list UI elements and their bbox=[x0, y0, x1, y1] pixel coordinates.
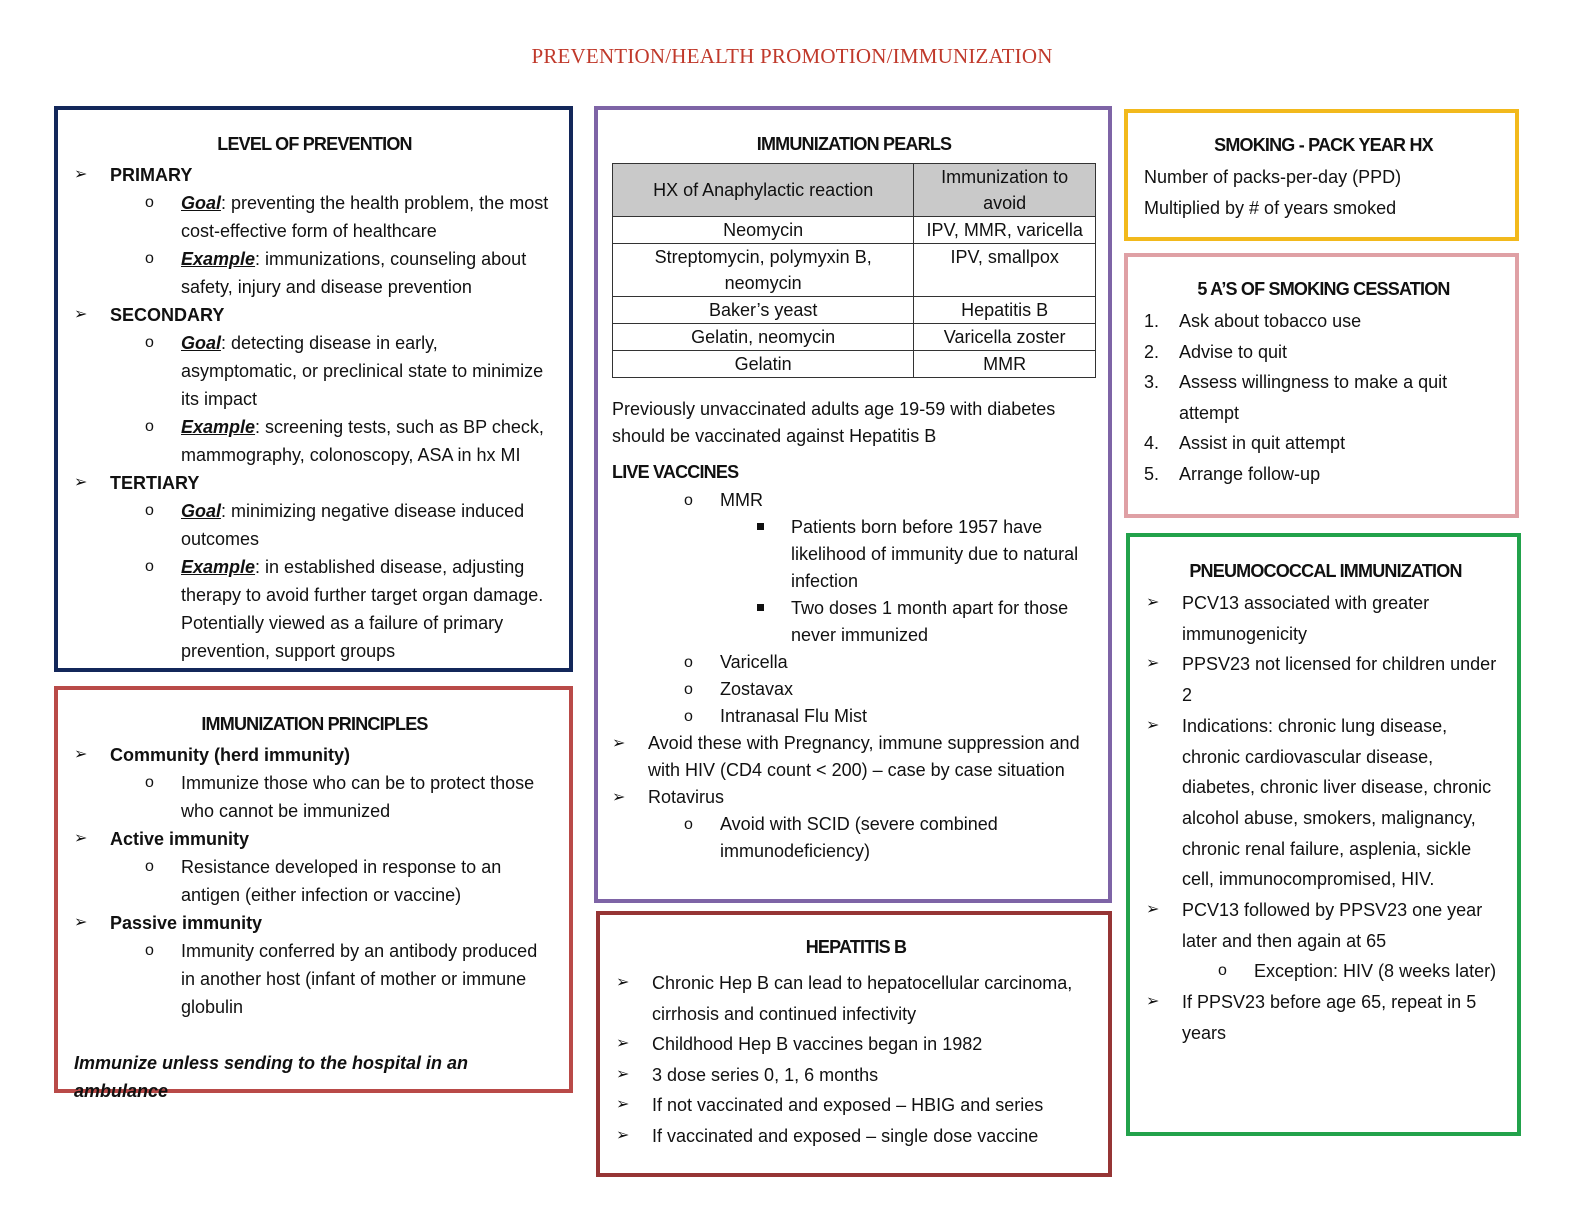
principle-active: ➢ Active immunity o Resistance developed in response to an antigen (either infection or vaccine) bbox=[74, 825, 555, 909]
arrow-bullet-icon: ➢ bbox=[616, 1126, 630, 1144]
pneumo-exception: o Exception: HIV (8 weeks later) bbox=[1218, 956, 1505, 987]
table-header-row bbox=[613, 164, 1096, 217]
arrow-bullet-icon: ➢ bbox=[74, 474, 88, 491]
arrow-bullet-icon: ➢ bbox=[616, 1065, 630, 1083]
table-cell: Varicella zoster bbox=[914, 324, 1096, 351]
pack-year-line1: Number of packs-per-day (PPD) bbox=[1144, 167, 1402, 187]
circle-bullet-icon: o bbox=[145, 502, 154, 519]
cessation-box bbox=[1124, 253, 1519, 518]
cessation-title: 5 A’S OF SMOKING CESSATION bbox=[1197, 279, 1450, 299]
table-cell: Gelatin bbox=[613, 351, 914, 378]
secondary-goal: o Goal: detecting disease in early, asymptomatic, or preclinical state to minimize its impact bbox=[145, 329, 555, 413]
arrow-bullet-icon: ➢ bbox=[616, 1096, 630, 1113]
arrow-bullet-icon: ➢ bbox=[616, 974, 630, 991]
hepb-title: HEPATITIS B bbox=[805, 937, 907, 957]
list-item: ➢ If PPSV23 before age 65, repeat in 5 years bbox=[1146, 987, 1505, 1048]
prevention-level-primary: ➢ PRIMARY o Goal: preventing the health problem, the most cost-effective form of healthcare o Example: immunizations, counseling about safety, injury and disease prevention bbox=[74, 161, 555, 301]
hepb-box bbox=[596, 911, 1112, 1177]
circle-bullet-icon: o bbox=[145, 774, 154, 791]
pack-year-line2: Multiplied by # of years smoked bbox=[1144, 198, 1397, 218]
cessation-list bbox=[1144, 306, 1503, 489]
list-item: ➢ PCV13 followed by PPSV23 one year later and then again at 65 o Exception: HIV (8 weeks later) bbox=[1146, 895, 1505, 987]
circle-bullet-icon: o bbox=[145, 558, 154, 575]
list-item: ➢ If not vaccinated and exposed – HBIG and series bbox=[616, 1090, 1096, 1121]
arrow-bullet-icon: ➢ bbox=[74, 166, 88, 183]
arrow-bullet-icon: ➢ bbox=[616, 1035, 630, 1052]
pneumo-title: PNEUMOCOCCAL IMMUNIZATION bbox=[1189, 561, 1462, 581]
avoid-live-note: ➢ Avoid these with Pregnancy, immune suppression and with HIV (CD4 count < 200) – case by case situation bbox=[612, 730, 1096, 784]
list-item: ➢ Childhood Hep B vaccines began in 1982 bbox=[616, 1029, 1096, 1060]
principle-herd-detail: o Immunize those who can be to protect those who cannot be immunized bbox=[145, 769, 555, 825]
live-vaccine-item: o Intranasal Flu Mist bbox=[684, 703, 1096, 730]
principle-herd: ➢ Community (herd immunity) o Immunize those who can be to protect those who cannot be immunized bbox=[74, 741, 555, 825]
arrow-bullet-icon: ➢ bbox=[74, 306, 88, 323]
list-item: 3. Assess willingness to make a quit attempt bbox=[1144, 372, 1448, 423]
rotavirus-item: ➢ Rotavirus o Avoid with SCID (severe combined immunodeficiency) bbox=[612, 784, 1096, 865]
table-cell: MMR bbox=[914, 351, 1096, 378]
primary-example: o Example: immunizations, counseling about safety, injury and disease prevention bbox=[145, 245, 555, 301]
table-cell: IPV, MMR, varicella bbox=[914, 217, 1096, 244]
circle-bullet-icon: o bbox=[684, 681, 693, 698]
tertiary-example: o Example: in established disease, adjusting therapy to avoid further target organ damage. Potentially viewed as a failure of primary prevention, support groups bbox=[145, 553, 555, 665]
live-vaccine-mmr: o MMR Patients born before 1957 have likelihood of immunity due to natural infection Two doses 1 month apart for those never immunized bbox=[684, 487, 1096, 649]
arrow-bullet-icon: ➢ bbox=[74, 914, 88, 931]
list-item: ➢ Indications: chronic lung disease, chronic cardiovascular disease, diabetes, chronic liver disease, chronic alcohol abuse, smokers, malignancy, chronic renal failure, asplenia, sickle cell, immunocompromised, HIV. bbox=[1146, 711, 1505, 895]
circle-bullet-icon: o bbox=[1218, 962, 1227, 980]
anaphylaxis-table bbox=[612, 163, 1096, 378]
table-row bbox=[613, 324, 1096, 351]
arrow-bullet-icon: ➢ bbox=[1146, 594, 1160, 611]
pearls-box bbox=[594, 106, 1112, 903]
mmr-point: Patients born before 1957 have likelihood of immunity due to natural infection bbox=[755, 514, 1096, 595]
page-title: PREVENTION/HEALTH PROMOTION/IMMUNIZATION bbox=[531, 44, 1053, 68]
table-row bbox=[613, 244, 1096, 297]
smoking-title: SMOKING - PACK YEAR HX bbox=[1214, 135, 1433, 155]
pearls-title: IMMUNIZATION PEARLS bbox=[756, 134, 952, 154]
principles-box bbox=[54, 686, 573, 1101]
circle-bullet-icon: o bbox=[145, 942, 154, 959]
circle-bullet-icon: o bbox=[684, 816, 693, 833]
circle-bullet-icon: o bbox=[684, 654, 693, 671]
principles-title: IMMUNIZATION PRINCIPLES bbox=[201, 714, 428, 734]
list-item: 4. Assist in quit attempt bbox=[1144, 433, 1346, 453]
primary-goal: o Goal: preventing the health problem, the most cost-effective form of healthcare bbox=[145, 189, 555, 245]
arrow-bullet-icon: ➢ bbox=[612, 789, 626, 806]
arrow-bullet-icon: ➢ bbox=[1146, 993, 1160, 1011]
square-bullet-icon bbox=[757, 604, 764, 611]
circle-bullet-icon: o bbox=[145, 858, 154, 875]
prevention-title: LEVEL OF PREVENTION bbox=[217, 134, 412, 154]
table-cell: Gelatin, neomycin bbox=[613, 324, 914, 351]
table-row bbox=[613, 297, 1096, 324]
circle-bullet-icon: o bbox=[684, 492, 693, 509]
arrow-bullet-icon: ➢ bbox=[1146, 901, 1160, 919]
rotavirus-detail: o Avoid with SCID (severe combined immunodeficiency) bbox=[684, 811, 1096, 865]
circle-bullet-icon: o bbox=[145, 334, 154, 351]
principle-passive-detail: o Immunity conferred by an antibody produced in another host (infant of mother or immune globulin bbox=[145, 937, 555, 1021]
table-cell: Neomycin bbox=[613, 217, 914, 244]
table-header-cell: HX of Anaphylactic reaction bbox=[613, 164, 914, 217]
pneumo-box bbox=[1126, 533, 1521, 1136]
table-cell: Hepatitis B bbox=[914, 297, 1096, 324]
table-cell: IPV, smallpox bbox=[914, 244, 1096, 297]
prevention-level-tertiary: ➢ TERTIARY o Goal: minimizing negative disease induced outcomes o Example: in established disease, adjusting therapy to avoid further target organ damage. Potentially viewed as a failure of primary prevention, support groups bbox=[74, 469, 555, 665]
principles-list bbox=[74, 741, 555, 1021]
circle-bullet-icon: o bbox=[145, 250, 154, 267]
list-item: ➢ 3 dose series 0, 1, 6 months bbox=[616, 1060, 1096, 1091]
tertiary-goal: o Goal: minimizing negative disease induced outcomes bbox=[145, 497, 555, 553]
circle-bullet-icon: o bbox=[684, 708, 693, 725]
mmr-point: Two doses 1 month apart for those never immunized bbox=[755, 595, 1096, 649]
table-row bbox=[613, 217, 1096, 244]
circle-bullet-icon: o bbox=[145, 418, 154, 435]
list-item: 1. Ask about tobacco use bbox=[1144, 311, 1362, 331]
prevention-box bbox=[54, 106, 573, 672]
list-item: ➢ PPSV23 not licensed for children under 2 bbox=[1146, 649, 1505, 710]
smoking-box bbox=[1124, 109, 1519, 241]
live-vaccines-title: LIVE VACCINES bbox=[612, 462, 739, 482]
square-bullet-icon bbox=[757, 523, 764, 530]
hepb-list bbox=[616, 968, 1096, 1151]
secondary-example: o Example: screening tests, such as BP check, mammography, colonoscopy, ASA in hx MI bbox=[145, 413, 555, 469]
list-item: ➢ Chronic Hep B can lead to hepatocellular carcinoma, cirrhosis and continued infectivity bbox=[616, 968, 1096, 1029]
arrow-bullet-icon: ➢ bbox=[74, 830, 88, 847]
arrow-bullet-icon: ➢ bbox=[1146, 655, 1160, 673]
pneumo-list bbox=[1146, 588, 1505, 1049]
list-item: 5. Arrange follow-up bbox=[1144, 463, 1321, 484]
live-vaccine-item: o Zostavax bbox=[684, 676, 1096, 703]
table-header-cell: Immunization to avoid bbox=[914, 164, 1096, 217]
principles-footer: Immunize unless sending to the hospital in an ambulance bbox=[74, 1053, 469, 1101]
arrow-bullet-icon: ➢ bbox=[612, 735, 626, 752]
list-item: ➢ PCV13 associated with greater immunogenicity bbox=[1146, 588, 1505, 649]
prevention-list bbox=[74, 161, 555, 665]
table-row bbox=[613, 351, 1096, 378]
live-vaccine-item: o Varicella bbox=[684, 649, 1096, 676]
principle-passive: ➢ Passive immunity o Immunity conferred by an antibody produced in another host (infant of mother or immune globulin bbox=[74, 909, 555, 1021]
list-item: 2. Advise to quit bbox=[1144, 341, 1288, 362]
list-item: ➢ If vaccinated and exposed – single dose vaccine bbox=[616, 1121, 1096, 1152]
prevention-level-secondary: ➢ SECONDARY o Goal: detecting disease in early, asymptomatic, or preclinical state to minimize its impact o Example: screening tests, such as BP check, mammography, colonoscopy, ASA in hx MI bbox=[74, 301, 555, 469]
hepb-diabetes-note: Previously unvaccinated adults age 19-59 with diabetes should be vaccinated against Hepatitis B bbox=[612, 399, 1056, 446]
principle-active-detail: o Resistance developed in response to an antigen (either infection or vaccine) bbox=[145, 853, 555, 909]
table-cell: Streptomycin, polymyxin B, neomycin bbox=[613, 244, 914, 297]
circle-bullet-icon: o bbox=[145, 194, 154, 211]
arrow-bullet-icon: ➢ bbox=[1146, 716, 1160, 734]
table-cell: Baker’s yeast bbox=[613, 297, 914, 324]
arrow-bullet-icon: ➢ bbox=[74, 746, 88, 763]
